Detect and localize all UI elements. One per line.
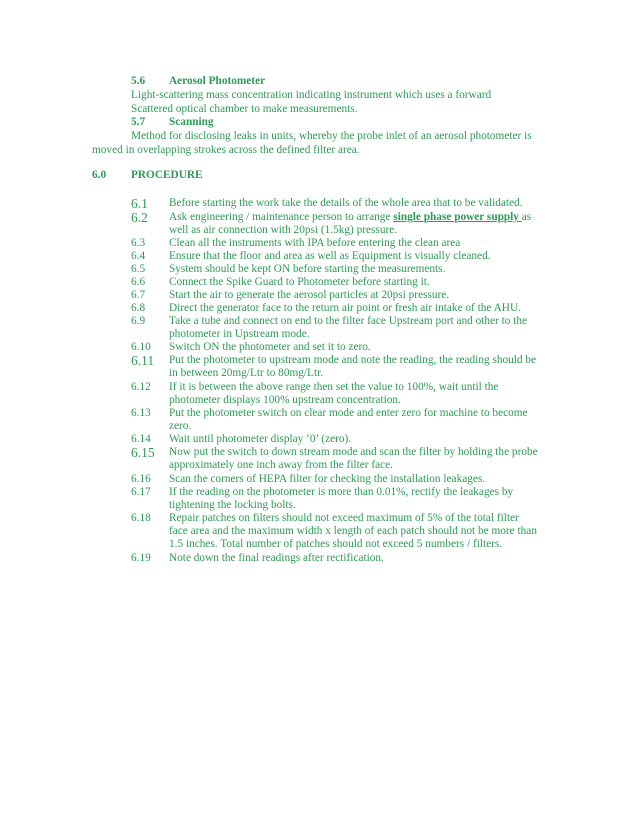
item-text-line: Now put the switch to down stream mode and scan the filter by holding the probe <box>169 446 538 458</box>
item-text-line: Before starting the work take the details of the whole area that to be validated. <box>169 197 523 209</box>
item-text-pre: Ask engineering / maintenance person to arrange <box>169 211 394 223</box>
item-text-line: Ensure that the floor and area as well as Equipment is visually cleaned. <box>169 250 491 262</box>
item-number: 6.16 <box>131 473 151 485</box>
section-5-7-text-line: Method for disclosing leaks in units, whereby the probe inlet of an aerosol photometer is <box>131 130 532 142</box>
power-supply-emphasis: single phase power supply <box>393 211 522 223</box>
section-6-0-number: 6.0 <box>92 169 107 181</box>
section-5-7-text-line: moved in overlapping strokes across the defined filter area. <box>92 144 360 156</box>
item-text-line: tightening the locking bolts. <box>169 499 296 511</box>
section-5-6-text-line: Scattered optical chamber to make measurements. <box>131 103 358 115</box>
section-5-6-title: Aerosol Photometer <box>169 75 266 87</box>
item-text-post: as <box>521 211 532 223</box>
section-5-7-title: Scanning <box>169 116 214 128</box>
item-text-line: photometer displays 100% upstream concentration. <box>169 394 401 406</box>
item-number: 6.12 <box>131 381 151 393</box>
item-number: 6.17 <box>131 486 151 498</box>
item-number: 6.2 <box>131 210 148 225</box>
item-text-line: System should be kept ON before starting the measurements. <box>169 263 446 275</box>
item-number: 6.8 <box>131 302 146 314</box>
item-text-line: If it is between the above range then set the value to 100%, wait until the <box>169 381 499 393</box>
item-text-line: zero. <box>169 420 192 432</box>
item-text-line: face area and the maximum width x length of each patch should not be more than <box>169 525 537 537</box>
item-text-line: Start the air to generate the aerosol particles at 20psi pressure. <box>169 289 450 301</box>
item-text-line: Wait until photometer display ‘0’ (zero). <box>169 433 352 445</box>
item-text-line: approximately one inch away from the filter face. <box>169 459 393 471</box>
item-text-line: 1.5 inches. Total number of patches should not exceed 5 numbers / filters. <box>169 538 503 550</box>
item-number: 6.13 <box>131 407 151 419</box>
item-number: 6.4 <box>131 250 146 262</box>
item-number: 6.9 <box>131 315 146 327</box>
item-text-line: Take a tube and connect on end to the filter face Upstream port and other to the <box>169 315 528 327</box>
item-text-line: Note down the final readings after rectification. <box>169 552 384 564</box>
item-number: 6.14 <box>131 433 151 445</box>
item-number: 6.7 <box>131 289 146 301</box>
item-number: 6.10 <box>131 341 151 353</box>
item-text-line <box>169 211 545 224</box>
item-text-line: Clean all the instruments with IPA before entering the clean area <box>169 237 461 249</box>
item-number: 6.6 <box>131 276 146 288</box>
item-text-line: Direct the generator face to the return air point or fresh air intake of the AHU. <box>169 302 521 314</box>
section-5-6-number: 5.6 <box>131 75 146 87</box>
item-text-line: Put the photometer switch on clear mode and enter zero for machine to become <box>169 407 528 419</box>
item-text-line: in between 20mg/Ltr to 80mg/Ltr. <box>169 367 324 379</box>
section-5-6-text-line: Light-scattering mass concentration indicating instrument which uses a forward <box>131 89 492 101</box>
item-number: 6.18 <box>131 512 151 524</box>
item-number: 6.1 <box>131 196 148 211</box>
section-5-7-number: 5.7 <box>131 116 146 128</box>
section-6-0-title: PROCEDURE <box>131 169 203 181</box>
item-number: 6.5 <box>131 263 146 275</box>
item-text-line: photometer in Upstream mode. <box>169 328 310 340</box>
item-text-line: If the reading on the photometer is more than 0.01%, rectify the leakages by <box>169 486 514 498</box>
item-number: 6.15 <box>131 445 155 460</box>
item-number: 6.11 <box>131 353 155 368</box>
item-text-line: Repair patches on filters should not exceed maximum of 5% of the total filter <box>169 512 519 524</box>
item-number: 6.19 <box>131 552 151 564</box>
item-number: 6.3 <box>131 237 146 249</box>
item-text-line: Connect the Spike Guard to Photometer before starting it. <box>169 276 430 288</box>
item-text-line: Scan the corners of HEPA filter for checking the installation leakages. <box>169 473 486 485</box>
item-text-line: Put the photometer to upstream mode and note the reading, the reading should be <box>169 354 537 366</box>
item-text-line: Switch ON the photometer and set it to zero. <box>169 341 371 353</box>
item-text-line: well as air connection with 20psi (1.5kg) pressure. <box>169 224 398 236</box>
